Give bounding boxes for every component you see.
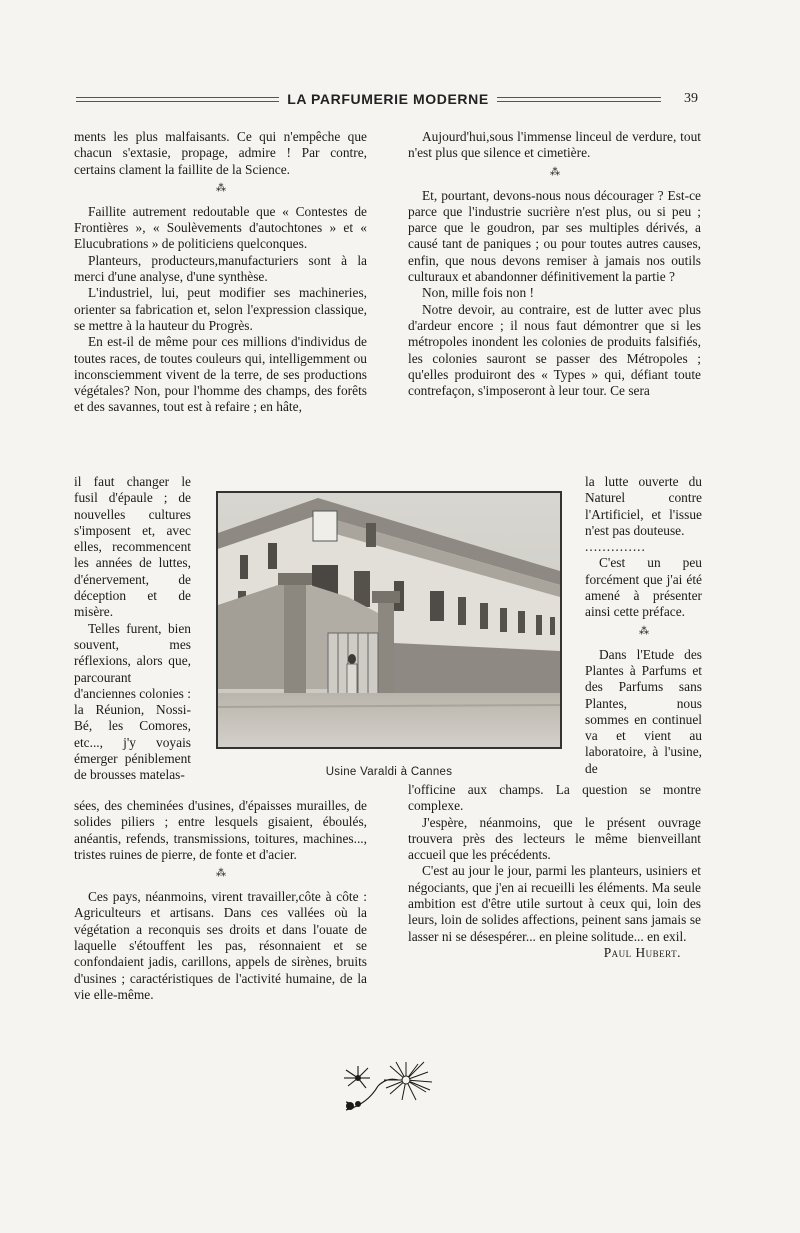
- paragraph: Et, pourtant, devons-nous nous décourager ? Est-ce parce que l'industrie sucrière n'est plus, ou si peu ; parce que le goudron, par ses multiples dérivés, a causé tant de paniques ; ou pour toutes autres causes, enfin, que nous devons remiser à jamais nos outils culturaux et abandonner définitivement la partie ?: [408, 187, 701, 285]
- paragraph: En est-il de même pour ces millions d'individus de toutes races, de toutes couleurs qui, intelligemment ou inconsciemment vivent de la terre, de ses productions végétales? Non, pour l'homme des champs, des forêts et des savannes, tout est à refaire ; en hâte,: [74, 334, 367, 415]
- paragraph: ments les plus malfaisants. Ce qui n'empêche que chacun s'extasie, propage, admire ! Par contre, certains clament la faillite de la Science.: [74, 129, 367, 177]
- paragraph: J'espère, néanmoins, que le présent ouvrage trouvera près des lecteurs le même bienveillant accueil que les précédents.: [408, 814, 701, 863]
- paragraph: Telles furent, bien souvent, mes réflexions, alors que, parcourant d'anciennes colonies : la Réunion, Nossi-Bé, les Comores, etc..., j'y voyais émerger péniblement de brousses matelas-: [74, 620, 191, 783]
- paragraph: il faut changer le fusil d'épaule ; de nouvelles cultures s'imposent et, avec elles, recommencent les années de luttes, d'énervement, de déception et de misère.: [74, 474, 191, 620]
- paragraph: Non, mille fois non !: [422, 285, 534, 301]
- paragraph: Notre devoir, au contraire, est de lutter avec plus d'ardeur encore ; il nous faut démontrer que si les métropoles inondent les colonies de produits falsifiés, les colonies sauront se passer des Métropoles ; qu'elles produiront des « Types » qui, défiant toute contrefaçon, s'imposeront à leur tour. Ce sera: [408, 301, 701, 399]
- left-column-top: [74, 129, 367, 416]
- author-signature: Paul Hubert.: [603, 944, 681, 960]
- paragraph: C'est un peu forcément que j'ai été amené à présenter ainsi cette préface.: [585, 555, 702, 620]
- header-rule-left: [76, 97, 279, 102]
- right-column-bottom: [408, 782, 701, 961]
- paragraph: Dans l'Etude des Plantes à Parfums et des Parfums sans Plantes, nous sommes en continuel va et vient au laboratoire, à l'usine, de: [585, 646, 702, 776]
- right-column-narrow: [585, 474, 702, 777]
- asterism-divider: ⁂: [216, 182, 225, 194]
- asterism-divider: ⁂: [639, 625, 648, 637]
- paragraph: sées, des cheminées d'usines, d'épaisses murailles, de solides piliers ; entre lesquels gisaient, éboulés, anéantis, refends, transmissions, toitures, machines..., tristes ruines de pierre, de fonte et d'acier.: [74, 798, 367, 862]
- left-column-narrow: [74, 474, 191, 784]
- paragraph: C'est au jour le jour, parmi les planteurs, usiniers et négociants, que j'en ai recueilli les éléments. Ma seule ambition est d'être utile surtout à ceux qui, loin des leurs, loin de solides affections, peinent sans jamais se lasser ni se désespérer... en pleine solitude... en exil.: [408, 863, 701, 944]
- factory-photo: [216, 491, 562, 749]
- paragraph: la lutte ouverte du Naturel contre l'Artificiel, et l'issue n'est pas douteuse.: [585, 474, 702, 538]
- paragraph: Ces pays, néanmoins, virent travailler,côte à côte : Agriculteurs et artisans. Dans ces vallées où la végétation a reconquis ses droits et dans l'ouate de laquelle s'étouffent les pas, résonnaient et se confondaient jadis, carillons, appels de sirènes, bruits d'usines ; caractéristiques de l'activité humaine, de la vie elle-même.: [74, 889, 367, 1002]
- asterism-divider: ⁂: [550, 166, 559, 178]
- factory-photo-illustration: [218, 493, 560, 747]
- page-header-title: LA PARFUMERIE MODERNE: [287, 91, 489, 107]
- floral-ornament-icon: [336, 1058, 436, 1118]
- asterism-divider: ⁂: [216, 868, 225, 880]
- photo-caption: Usine Varaldi à Cannes: [325, 766, 453, 778]
- paragraph: L'industriel, lui, peut modifier ses machineries, orienter sa fabrication et, selon l'expression classique, se mettre à la hauteur du Progrès.: [74, 285, 367, 333]
- paragraph: Aujourd'hui,sous l'immense linceul de verdure, tout n'est plus que silence et cimetière.: [408, 129, 701, 161]
- paragraph: Planteurs, producteurs,manufacturiers sont à la merci d'une analyse, d'une synthèse.: [74, 252, 367, 285]
- header-rule-right: [497, 97, 661, 102]
- paragraph: l'officine aux champs. La question se montre complexe.: [408, 782, 701, 814]
- left-column-bottom: [74, 798, 367, 1003]
- right-column-top: [408, 129, 701, 399]
- paragraph: Faillite autrement redoutable que « Contestes de Frontières », « Soulèvements d'autochtones » et « Elucubrations » de politiciens quelconques.: [74, 203, 367, 252]
- page-number: 39: [684, 91, 698, 106]
- dotted-separator: ..............: [585, 539, 646, 555]
